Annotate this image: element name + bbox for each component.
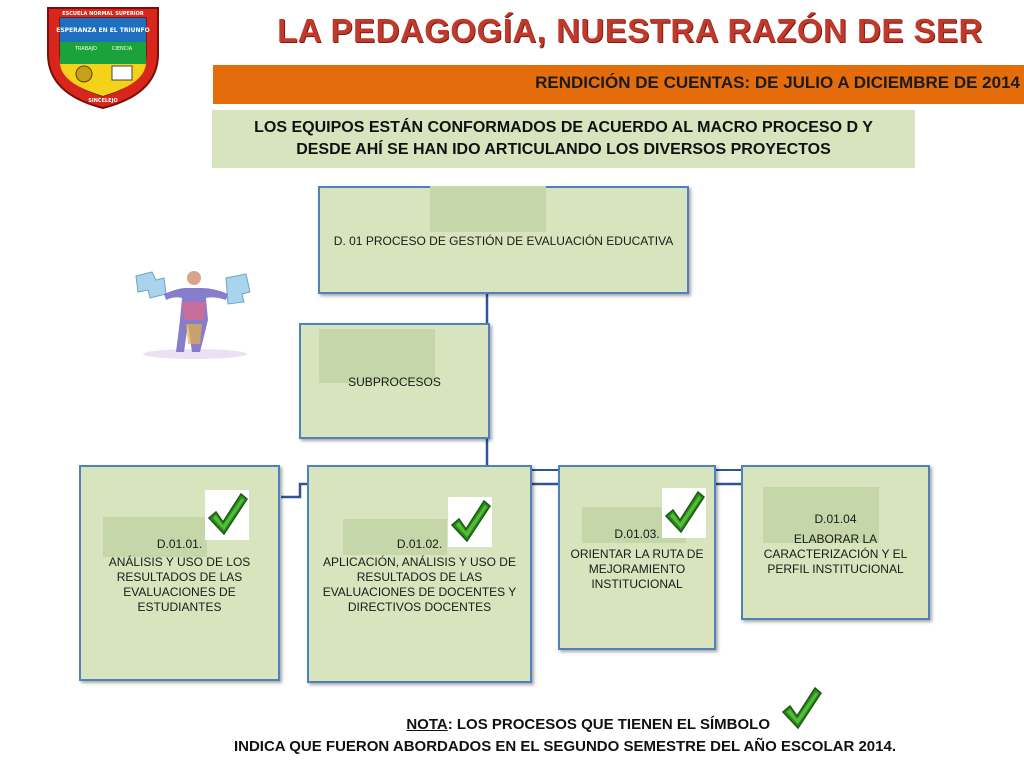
school-logo [40,2,166,110]
note-line-1 [300,716,770,733]
logo-word-a: TRABAJO [74,46,98,52]
check-icon-d0102 [448,497,492,547]
book-icon [112,66,132,80]
subprocess-box-d0101 [79,465,280,681]
logo-arc-text: ESCUELA NORMAL SUPERIOR [62,11,144,17]
note-line-2: INDICA QUE FUERON ABORDADOS EN EL SEGUNDO SEMESTRE DEL AÑO ESCOLAR 2014. [233,738,897,755]
root-process-label: D. 01 PROCESO DE GESTIÓN DE EVALUACIÓN EDUCATIVA [333,234,674,248]
logo-city: SINCELEJO [88,98,118,104]
subprocess-label-d0104: ELABORAR LA CARACTERIZACIÓN Y EL PERFIL INSTITUCIONAL [763,532,908,576]
subprocess-label-d0102: APLICACIÓN, ANÁLISIS Y USO DE RESULTADOS DE LAS EVALUACIONES DE DOCENTES Y DIRECTIVOS DOCENTES [322,555,517,614]
subprocess-code-d0103: D.01.03. [614,527,660,541]
intro-box [212,110,915,168]
subprocess-label-d0101: ANÁLISIS Y USO DE LOS RESULTADOS DE LAS EVALUACIONES DE ESTUDIANTES [108,555,251,614]
subprocess-code-d0102: D.01.02. [396,537,443,551]
subtitle-text: RENDICIÓN DE CUENTAS: DE JULIO A DICIEMBRE DE 2014 [535,73,1020,92]
subprocess-code-d0104: D.01.04 [814,512,857,526]
subprocesos-label: SUBPROCESOS [348,375,441,389]
person-puzzle-illustration [130,268,260,360]
page-title: LA PEDAGOGÍA, NUESTRA RAZÓN DE SER [277,12,983,49]
puzzle-piece-right-icon [226,274,250,304]
note-line-1-text: : LOS PROCESOS QUE TIENEN EL SÍMBOLO [447,716,770,733]
subprocess-box-d0102 [307,465,532,683]
subprocess-label-d0103: ORIENTAR LA RUTA DE MEJORAMIENTO INSTITUCIONAL [570,547,704,591]
intro-text: LOS EQUIPOS ESTÁN CONFORMADOS DE ACUERDO AL MACRO PROCESO D Y DESDE AHÍ SE HAN IDO ARTICULANDO LOS DIVERSOS PROYECTOS [254,119,873,158]
subprocess-code-d0101: D.01.01. [156,537,203,551]
logo-motto: ESPERANZA EN EL TRIUNFO [56,27,150,34]
beehive-icon [76,66,92,82]
note-check-icon [778,684,824,734]
check-icon-d0103 [662,488,706,538]
logo-word-b: CIENCIA [111,46,133,52]
subprocesos-box [299,323,490,439]
note-label: NOTA [406,716,448,733]
puzzle-piece-left-icon [136,272,166,298]
check-icon-d0101 [205,490,249,540]
root-process-box [318,186,689,294]
subprocess-box-d0104 [741,465,930,620]
